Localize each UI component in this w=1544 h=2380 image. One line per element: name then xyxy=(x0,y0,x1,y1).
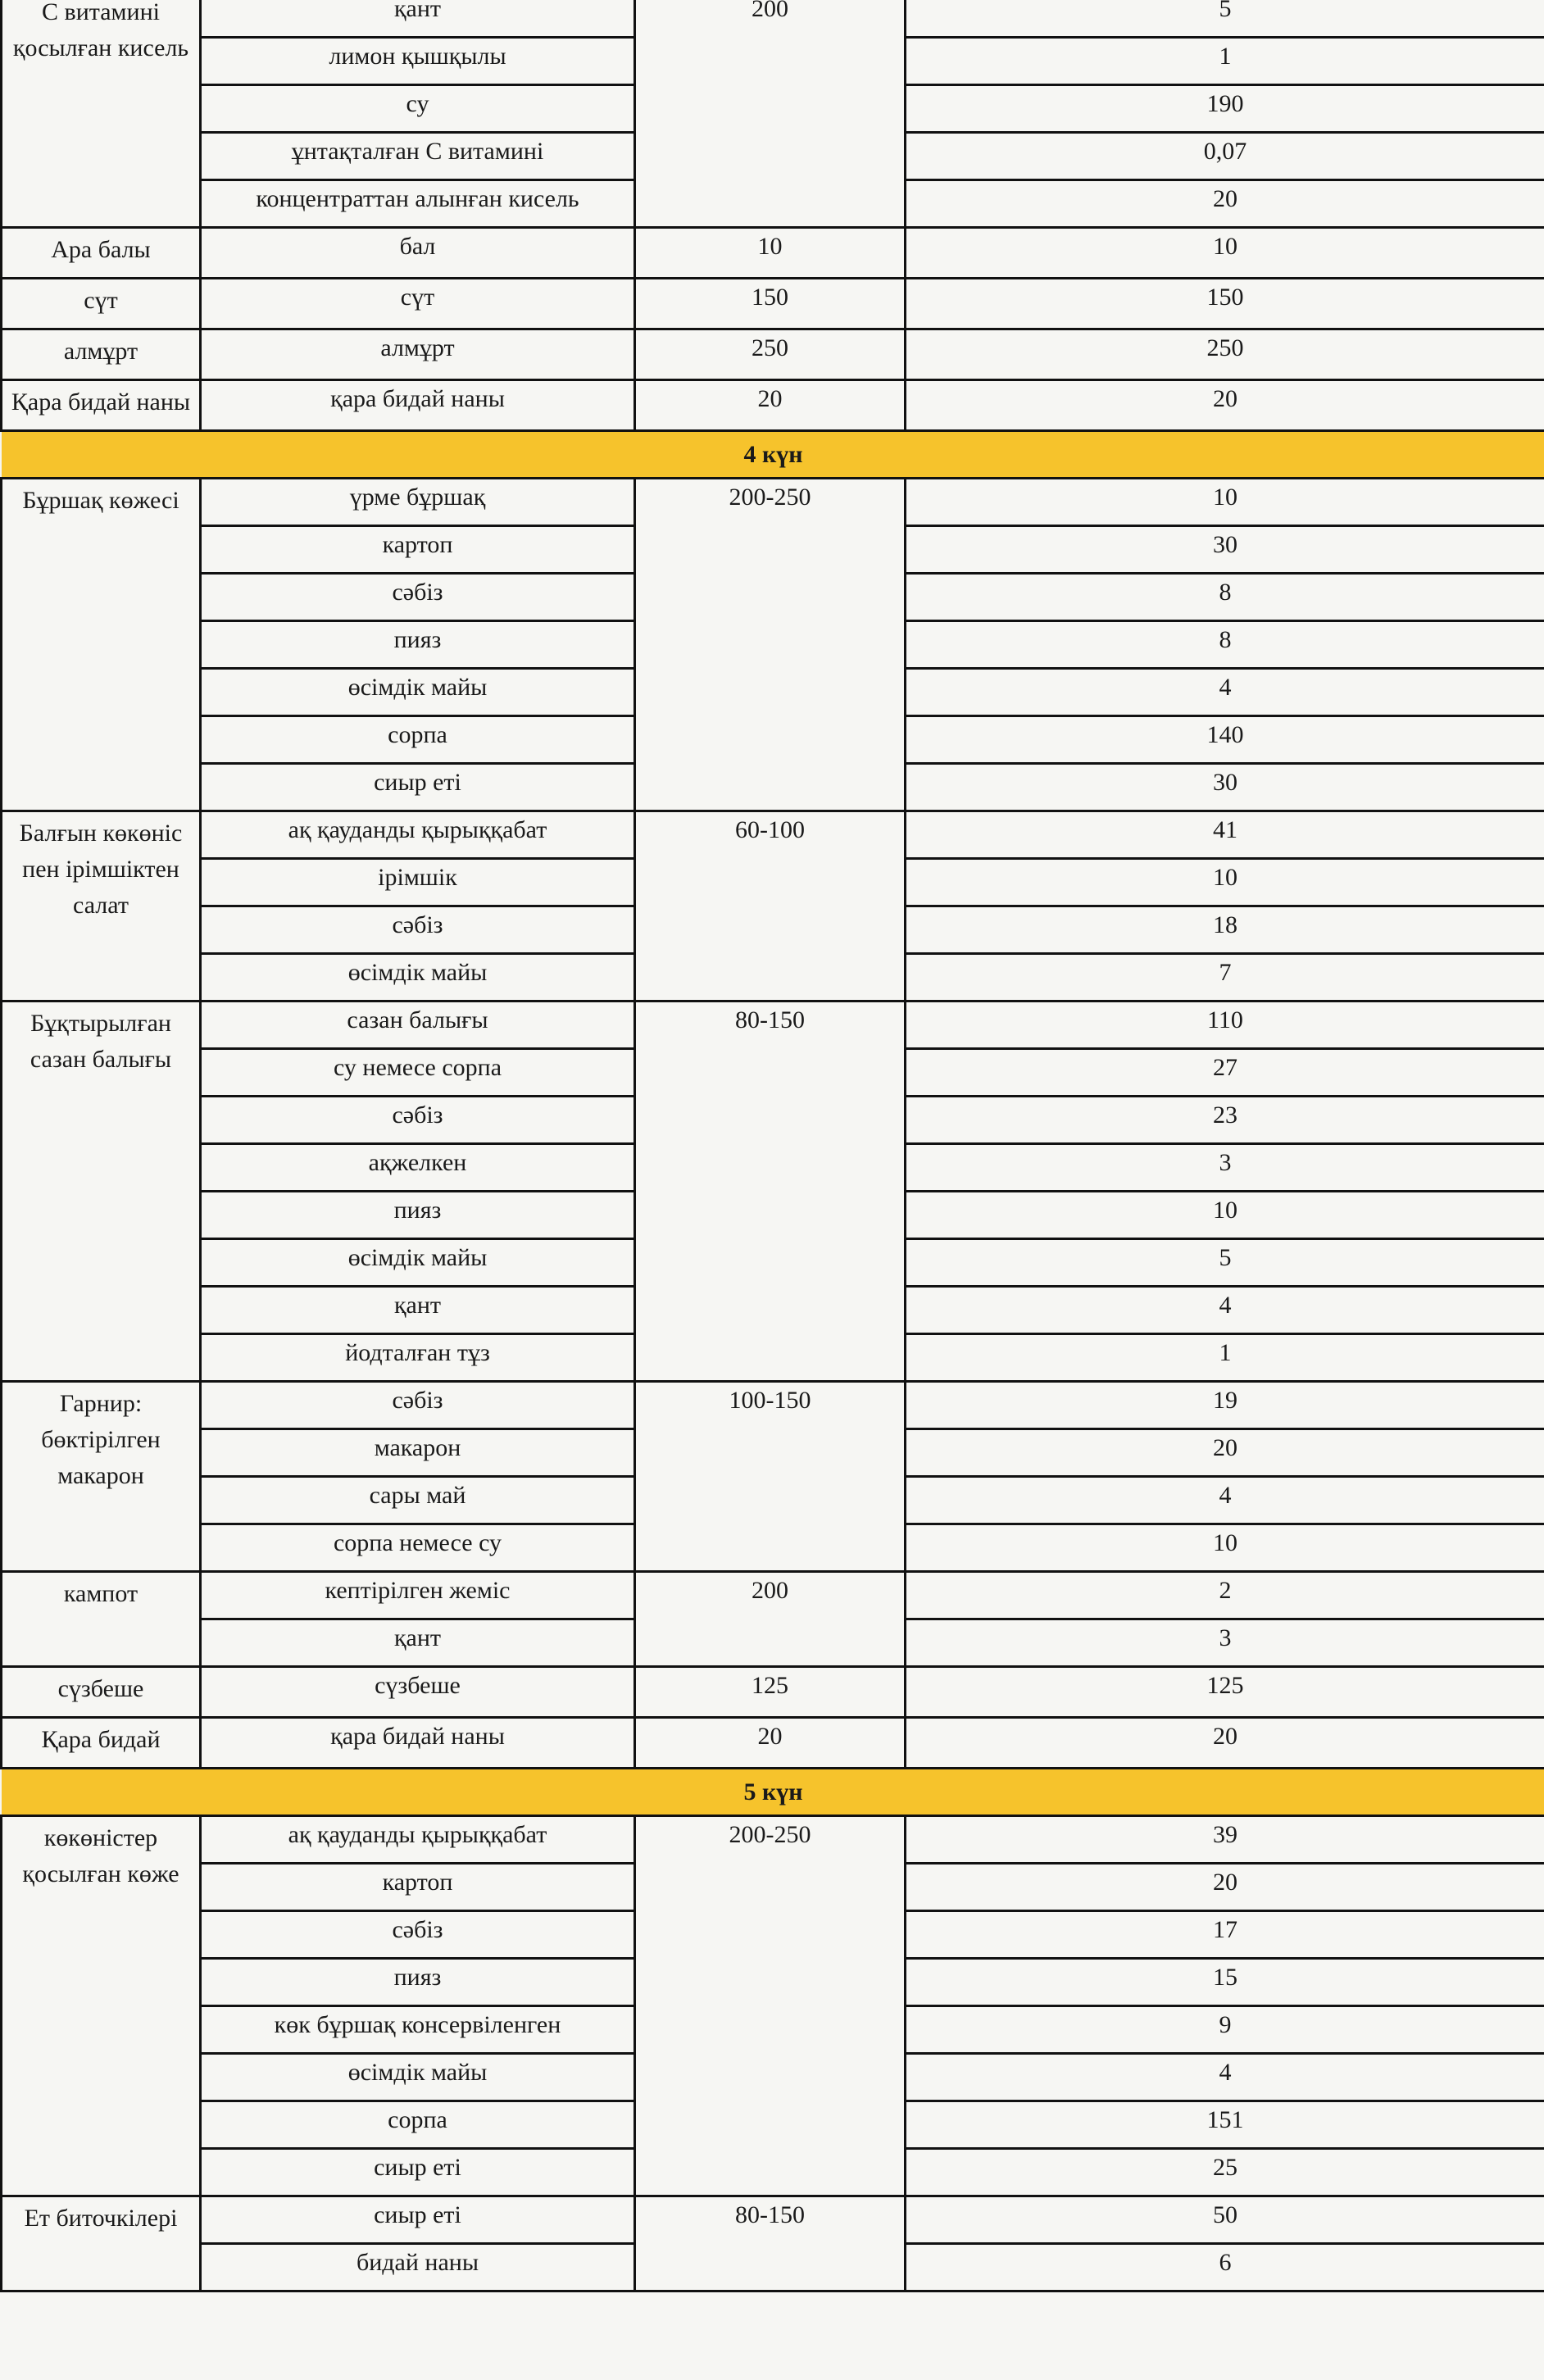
amount-cell: 110 xyxy=(906,1002,1544,1049)
amount-cell: 8 xyxy=(906,621,1544,669)
ingredient-cell: картоп xyxy=(201,526,635,574)
amount-cell: 20 xyxy=(906,1718,1544,1769)
amount-cell: 151 xyxy=(906,2101,1544,2149)
ingredient-cell: ақ қауданды қырыққабат xyxy=(201,811,635,859)
amount-cell: 10 xyxy=(906,479,1544,526)
amount-cell: 2 xyxy=(906,1572,1544,1619)
ingredient-cell: өсімдік майы xyxy=(201,1239,635,1287)
day-header-row xyxy=(2,431,1544,479)
dish-name-cell: сүт xyxy=(2,279,201,329)
amount-cell: 20 xyxy=(906,1429,1544,1477)
amount-cell: 27 xyxy=(906,1049,1544,1097)
amount-cell: 7 xyxy=(906,954,1544,1002)
day-header: 4 күн xyxy=(2,431,1544,479)
amount-cell: 4 xyxy=(906,2054,1544,2101)
amount-cell: 5 xyxy=(906,0,1544,38)
amount-cell: 20 xyxy=(906,380,1544,431)
portion-cell: 200 xyxy=(635,0,906,228)
portion-cell: 20 xyxy=(635,1718,906,1769)
ingredient-cell: үрме бұршақ xyxy=(201,479,635,526)
table-row xyxy=(2,1572,1544,1619)
ingredient-cell: қант xyxy=(201,1619,635,1667)
dish-name-cell: алмұрт xyxy=(2,329,201,380)
ingredient-cell: кептірілген жеміс xyxy=(201,1572,635,1619)
table-row xyxy=(2,1382,1544,1429)
amount-cell: 1 xyxy=(906,1334,1544,1382)
ingredient-cell: картоп xyxy=(201,1864,635,1911)
table-row xyxy=(2,279,1544,329)
table-row xyxy=(2,479,1544,526)
ingredient-cell: сәбіз xyxy=(201,1911,635,1959)
amount-cell: 19 xyxy=(906,1382,1544,1429)
dish-name-cell: Балғын көкөніс пен ірімшіктен салат xyxy=(2,811,201,1002)
table-row xyxy=(2,0,1544,38)
dish-name-cell: көкөністер қосылған көже xyxy=(2,1816,201,2196)
dish-name-cell: Бұршақ көжесі xyxy=(2,479,201,811)
table-row xyxy=(2,1667,1544,1718)
dish-name-cell: Гарнир: бөктірілген макарон xyxy=(2,1382,201,1572)
amount-cell: 4 xyxy=(906,1287,1544,1334)
ingredient-cell: сары май xyxy=(201,1477,635,1524)
amount-cell: 190 xyxy=(906,85,1544,133)
dish-name-cell: С витамині қосылған кисель xyxy=(2,0,201,228)
amount-cell: 4 xyxy=(906,669,1544,716)
amount-cell: 3 xyxy=(906,1619,1544,1667)
portion-cell: 125 xyxy=(635,1667,906,1718)
amount-cell: 4 xyxy=(906,1477,1544,1524)
ingredient-cell: сорпа xyxy=(201,2101,635,2149)
amount-cell: 10 xyxy=(906,1192,1544,1239)
ingredient-cell: қант xyxy=(201,1287,635,1334)
amount-cell: 250 xyxy=(906,329,1544,380)
ingredient-cell: қант xyxy=(201,0,635,38)
ingredient-cell: лимон қышқылы xyxy=(201,38,635,85)
amount-cell: 20 xyxy=(906,180,1544,228)
dish-name-cell: Ара балы xyxy=(2,228,201,279)
dish-name-cell: Қара бидай наны xyxy=(2,380,201,431)
amount-cell: 140 xyxy=(906,716,1544,764)
table-row xyxy=(2,811,1544,859)
amount-cell: 8 xyxy=(906,574,1544,621)
portion-cell: 100-150 xyxy=(635,1382,906,1572)
table-row xyxy=(2,228,1544,279)
ingredient-cell: сәбіз xyxy=(201,1097,635,1144)
ingredient-cell: алмұрт xyxy=(201,329,635,380)
ingredient-cell: сазан балығы xyxy=(201,1002,635,1049)
portion-cell: 200-250 xyxy=(635,479,906,811)
ingredient-cell: ақ қауданды қырыққабат xyxy=(201,1816,635,1864)
amount-cell: 17 xyxy=(906,1911,1544,1959)
portion-cell: 200 xyxy=(635,1572,906,1667)
amount-cell: 41 xyxy=(906,811,1544,859)
ingredient-cell: пияз xyxy=(201,621,635,669)
amount-cell: 125 xyxy=(906,1667,1544,1718)
portion-cell: 80-150 xyxy=(635,2196,906,2291)
ingredient-cell: сәбіз xyxy=(201,906,635,954)
portion-cell: 20 xyxy=(635,380,906,431)
ingredient-cell: ұнтақталған С витамині xyxy=(201,133,635,180)
ingredient-cell: йодталған тұз xyxy=(201,1334,635,1382)
portion-cell: 10 xyxy=(635,228,906,279)
day-header-row xyxy=(2,1769,1544,1816)
ingredient-cell: бал xyxy=(201,228,635,279)
ingredient-cell: қара бидай наны xyxy=(201,380,635,431)
amount-cell: 6 xyxy=(906,2244,1544,2291)
portion-cell: 150 xyxy=(635,279,906,329)
amount-cell: 23 xyxy=(906,1097,1544,1144)
amount-cell: 10 xyxy=(906,1524,1544,1572)
ingredient-cell: су xyxy=(201,85,635,133)
amount-cell: 1 xyxy=(906,38,1544,85)
ingredient-cell: сәбіз xyxy=(201,574,635,621)
ingredient-cell: көк бұршақ консервіленген xyxy=(201,2006,635,2054)
dish-name-cell: сүзбеше xyxy=(2,1667,201,1718)
amount-cell: 0,07 xyxy=(906,133,1544,180)
amount-cell: 9 xyxy=(906,2006,1544,2054)
amount-cell: 150 xyxy=(906,279,1544,329)
ingredient-cell: өсімдік майы xyxy=(201,954,635,1002)
amount-cell: 39 xyxy=(906,1816,1544,1864)
table-row xyxy=(2,329,1544,380)
amount-cell: 10 xyxy=(906,859,1544,906)
amount-cell: 30 xyxy=(906,764,1544,811)
ingredient-cell: пияз xyxy=(201,1959,635,2006)
ingredient-cell: сүзбеше xyxy=(201,1667,635,1718)
table-row xyxy=(2,2196,1544,2244)
ingredient-cell: концентраттан алынған кисель xyxy=(201,180,635,228)
amount-cell: 30 xyxy=(906,526,1544,574)
ingredient-cell: өсімдік майы xyxy=(201,2054,635,2101)
amount-cell: 10 xyxy=(906,228,1544,279)
ingredient-cell: сиыр еті xyxy=(201,2149,635,2196)
ingredient-cell: сиыр еті xyxy=(201,2196,635,2244)
amount-cell: 5 xyxy=(906,1239,1544,1287)
ingredient-cell: бидай наны xyxy=(201,2244,635,2291)
menu-table-body xyxy=(2,0,1544,2291)
ingredient-cell: сорпа немесе су xyxy=(201,1524,635,1572)
portion-cell: 250 xyxy=(635,329,906,380)
amount-cell: 18 xyxy=(906,906,1544,954)
amount-cell: 3 xyxy=(906,1144,1544,1192)
dish-name-cell: Бұқтырылған сазан балығы xyxy=(2,1002,201,1382)
ingredient-cell: сиыр еті xyxy=(201,764,635,811)
amount-cell: 20 xyxy=(906,1864,1544,1911)
portion-cell: 200-250 xyxy=(635,1816,906,2196)
amount-cell: 15 xyxy=(906,1959,1544,2006)
ingredient-cell: сүт xyxy=(201,279,635,329)
ingredient-cell: өсімдік майы xyxy=(201,669,635,716)
ingredient-cell: сәбіз xyxy=(201,1382,635,1429)
amount-cell: 50 xyxy=(906,2196,1544,2244)
portion-cell: 60-100 xyxy=(635,811,906,1002)
day-header: 5 күн xyxy=(2,1769,1544,1816)
portion-cell: 80-150 xyxy=(635,1002,906,1382)
ingredient-cell: сорпа xyxy=(201,716,635,764)
ingredient-cell: пияз xyxy=(201,1192,635,1239)
ingredient-cell: ақжелкен xyxy=(201,1144,635,1192)
ingredient-cell: ірімшік xyxy=(201,859,635,906)
table-row xyxy=(2,380,1544,431)
dish-name-cell: кампот xyxy=(2,1572,201,1667)
dish-name-cell: Ет биточкілері xyxy=(2,2196,201,2291)
table-row xyxy=(2,1718,1544,1769)
table-row xyxy=(2,1002,1544,1049)
ingredient-cell: су немесе сорпа xyxy=(201,1049,635,1097)
amount-cell: 25 xyxy=(906,2149,1544,2196)
ingredient-cell: макарон xyxy=(201,1429,635,1477)
ingredient-cell: қара бидай наны xyxy=(201,1718,635,1769)
dish-name-cell: Қара бидай xyxy=(2,1718,201,1769)
table-row xyxy=(2,1816,1544,1864)
